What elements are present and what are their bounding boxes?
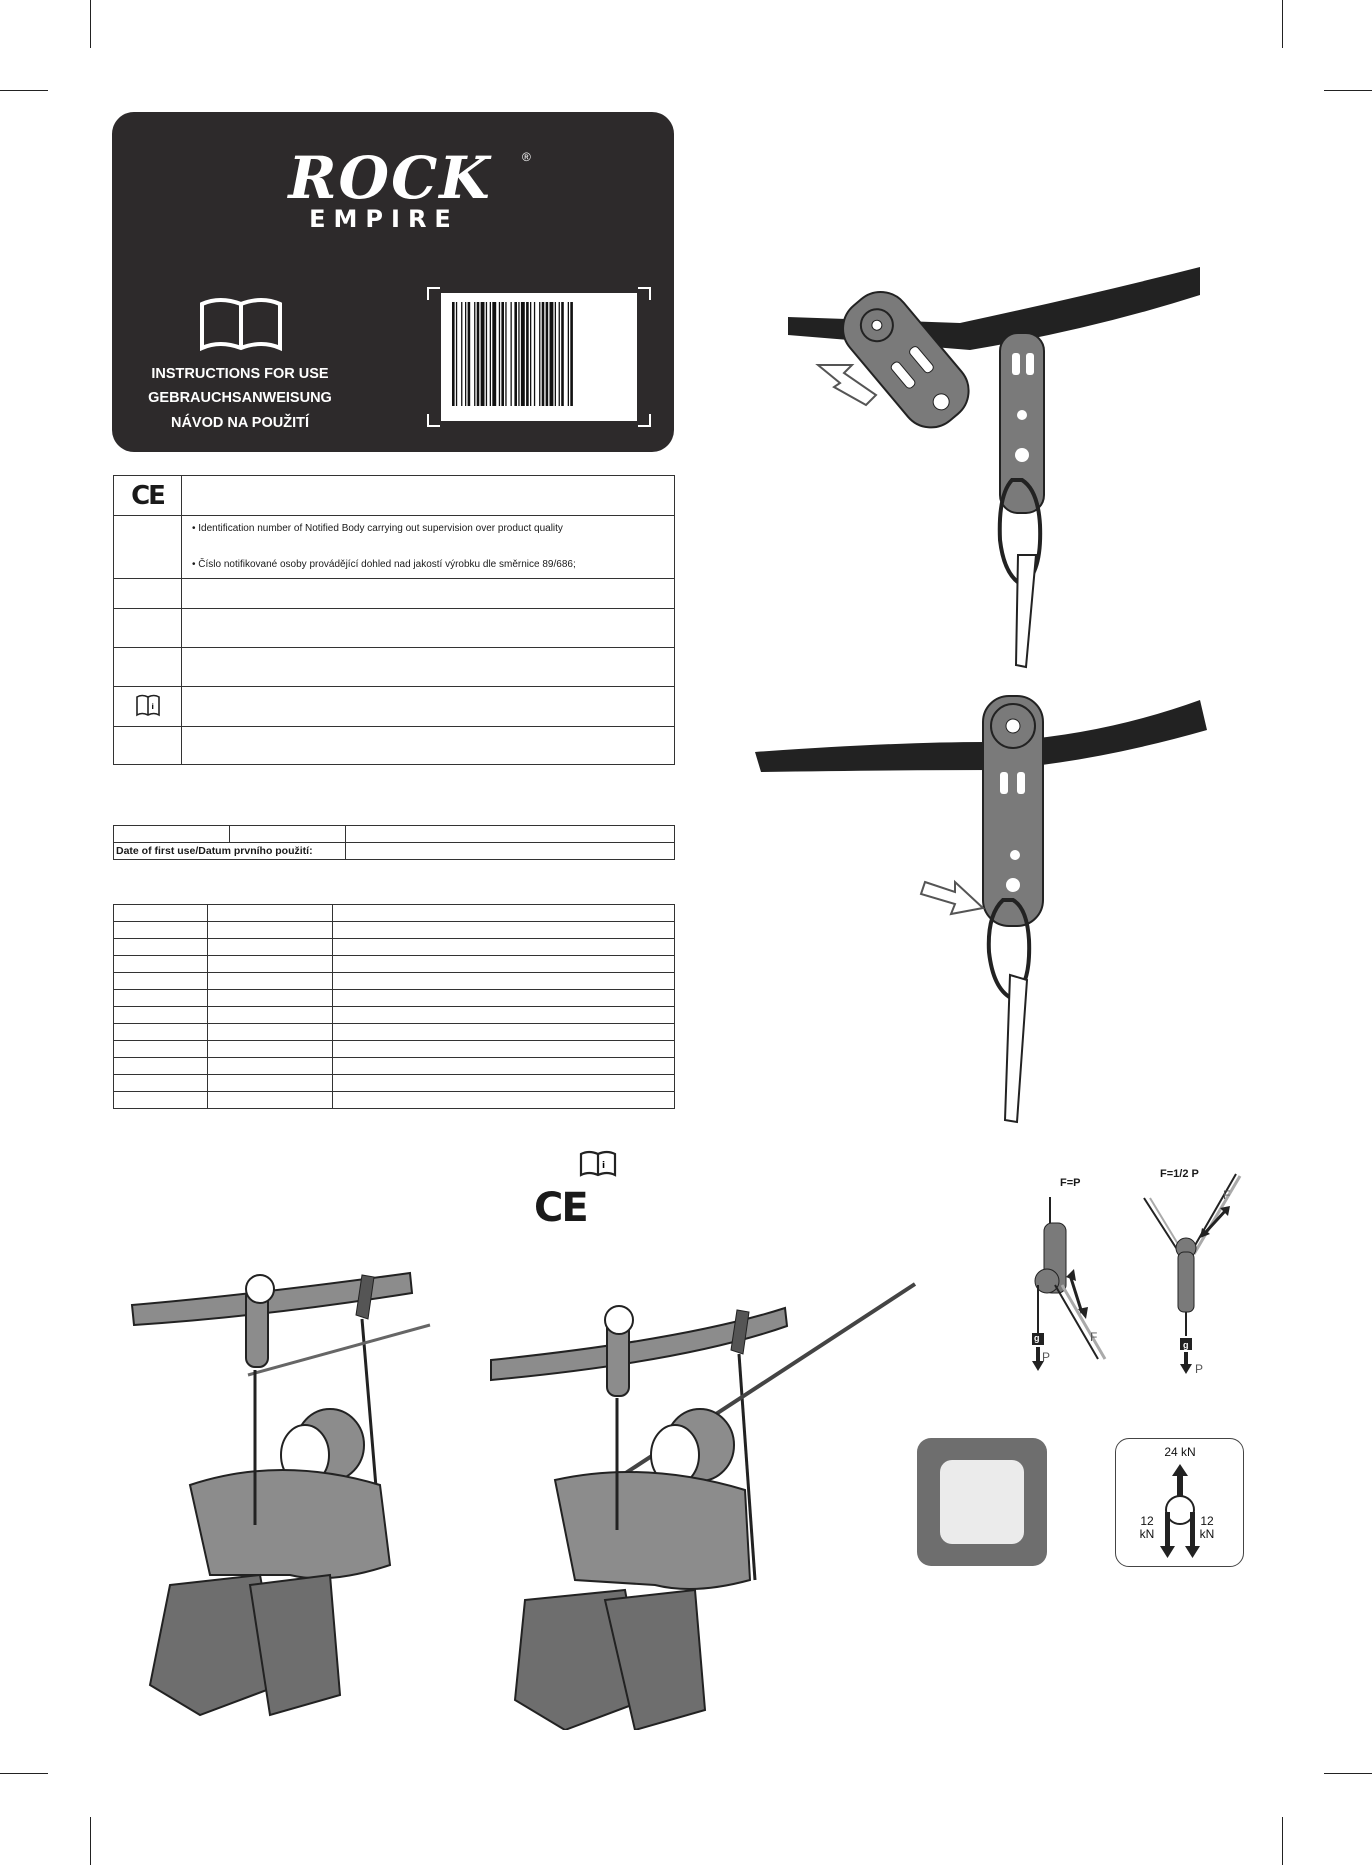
barcode-bar (505, 302, 506, 406)
log-cell (208, 1024, 333, 1041)
info-book-cell (114, 687, 182, 727)
force-pulley-diagram-single (1010, 1195, 1120, 1375)
zipline-rider-illustration-2 (485, 1280, 925, 1730)
barcode-bar (514, 302, 517, 406)
barcode-bar (570, 302, 573, 406)
svg-text:i: i (151, 703, 154, 711)
barcode-bar (530, 302, 531, 406)
barcode-bar (550, 302, 554, 406)
barcode-bar (546, 302, 549, 406)
blank-info-cell (182, 727, 675, 765)
barcode-bar (465, 302, 466, 406)
first-use-cell (114, 826, 230, 843)
blank-info-cell (182, 579, 675, 609)
log-cell (333, 1041, 675, 1058)
blank-symbol-cell (114, 727, 182, 765)
log-cell (208, 973, 333, 990)
svg-text:i: i (602, 1161, 606, 1171)
strength-right-value: 12 (1200, 1514, 1214, 1528)
crop-mark (1324, 90, 1372, 91)
strength-right-unit: kN (1199, 1527, 1215, 1541)
barcode-bar (461, 302, 462, 406)
brand-logo-empire: EMPIRE (309, 205, 459, 233)
log-cell (114, 1075, 208, 1092)
barcode-bar (468, 302, 471, 406)
log-cell (208, 1041, 333, 1058)
gray-square-badge-inner (940, 1460, 1024, 1544)
first-use-value-cell[interactable] (346, 843, 675, 860)
cover-title-de: GEBRAUCHSANWEISUNG (148, 390, 332, 406)
notified-body-cz: • Číslo notifikované osoby provádějící dohled nad jakostí výrobku dle směrnice 89/686; (192, 559, 576, 570)
force-pulley-diagram-double (1140, 1168, 1250, 1378)
barcode-bar (499, 302, 500, 406)
barcode-bar (542, 302, 545, 406)
force-half-label: F=1/2 P (1160, 1168, 1199, 1180)
barcode-bar (568, 302, 569, 406)
barcode-bar (518, 302, 519, 406)
blank-info-cell (182, 687, 675, 727)
first-use-label-cell (114, 843, 346, 860)
log-cell (333, 905, 675, 922)
blank-symbol-cell (114, 516, 182, 579)
log-cell (333, 922, 675, 939)
log-cell (333, 1092, 675, 1109)
blank-symbol-cell (114, 609, 182, 648)
barcode-bar (477, 302, 480, 406)
force-equal-label: F=P (1060, 1177, 1081, 1189)
barcode-bar (452, 302, 455, 406)
blank-symbol-cell (114, 648, 182, 687)
barcode (448, 300, 630, 412)
first-use-label: Date of first use/Datum prvního použití: (116, 845, 313, 857)
trolley-closed-illustration (755, 690, 1215, 1130)
ce-mark-cell (114, 476, 182, 516)
first-use-cell (346, 826, 675, 843)
strength-top-label: 24 kN (1164, 1445, 1196, 1459)
first-use-cell (230, 826, 346, 843)
strength-left-unit: kN (1139, 1527, 1155, 1541)
barcode-bar (474, 302, 475, 406)
barcode-bar (526, 302, 529, 406)
log-cell (208, 1075, 333, 1092)
log-cell (114, 1058, 208, 1075)
barcode-bar (492, 302, 496, 406)
weight-glyph: g (1034, 1333, 1040, 1343)
barcode-bar (559, 302, 560, 406)
blank-symbol-cell (114, 579, 182, 609)
force-letter: F (1223, 1188, 1231, 1202)
log-cell (208, 956, 333, 973)
barcode-bar (521, 302, 525, 406)
notified-body-cell (182, 516, 675, 579)
log-cell (208, 939, 333, 956)
barcode-bar (490, 302, 491, 406)
weight-glyph: g (1183, 1340, 1189, 1350)
barcode-bar (555, 302, 556, 406)
log-cell (114, 1007, 208, 1024)
log-cell (114, 939, 208, 956)
weight-letter: P (1195, 1362, 1204, 1376)
barcode-bar (456, 302, 457, 406)
notified-body-en: • Identification number of Notified Body carrying out supervision over product quality (192, 523, 563, 534)
barcode-bar (481, 302, 485, 406)
barcode-bar (501, 302, 504, 406)
cover-title-en: INSTRUCTIONS FOR USE (151, 366, 329, 382)
log-cell (333, 1007, 675, 1024)
log-cell (208, 922, 333, 939)
log-cell (208, 1058, 333, 1075)
log-cell (333, 1058, 675, 1075)
strength-arrows (1150, 1462, 1210, 1560)
log-cell (208, 1092, 333, 1109)
brand-logo-rock: ROCK (288, 144, 492, 212)
log-cell (333, 956, 675, 973)
registered-mark: ® (522, 150, 531, 164)
log-cell (114, 905, 208, 922)
crop-mark (90, 1817, 91, 1865)
book-info-icon (135, 692, 161, 718)
log-cell (114, 922, 208, 939)
inspection-log-table (113, 904, 675, 1109)
log-cell (114, 990, 208, 1007)
zipline-rider-illustration-1 (130, 1255, 450, 1725)
log-cell (114, 973, 208, 990)
book-info-icon (578, 1148, 618, 1178)
cover-title-cz: NÁVOD NA POUŽITÍ (170, 415, 310, 431)
crop-mark (0, 1773, 48, 1774)
log-cell (333, 973, 675, 990)
crop-mark (1282, 1817, 1283, 1865)
crop-mark (90, 0, 91, 48)
barcode-bar (561, 302, 564, 406)
force-letter: F (1090, 1330, 1098, 1344)
first-use-table (113, 825, 675, 860)
trolley-open-illustration (760, 255, 1210, 675)
ce-mark-icon: CE (131, 480, 164, 511)
crop-mark (1324, 1773, 1372, 1774)
log-cell (114, 1024, 208, 1041)
strength-left-value: 12 (1140, 1514, 1154, 1528)
log-cell (333, 939, 675, 956)
ce-empty-cell (182, 476, 675, 516)
log-cell (208, 905, 333, 922)
blank-info-cell (182, 648, 675, 687)
weight-letter: P (1042, 1350, 1051, 1364)
log-cell (208, 1007, 333, 1024)
crop-mark (0, 90, 48, 91)
crop-mark (1282, 0, 1283, 48)
barcode-bar (486, 302, 487, 406)
barcode-bar (511, 302, 512, 406)
log-cell (333, 990, 675, 1007)
blank-info-cell (182, 609, 675, 648)
log-cell (114, 1092, 208, 1109)
ce-info-table (113, 475, 675, 765)
log-cell (333, 1075, 675, 1092)
barcode-bar (534, 302, 535, 406)
book-icon (198, 296, 284, 352)
barcode-bar (539, 302, 540, 406)
log-cell (208, 990, 333, 1007)
log-cell (333, 1024, 675, 1041)
ce-mark-icon: CE (534, 1185, 587, 1231)
log-cell (114, 1041, 208, 1058)
log-cell (114, 956, 208, 973)
